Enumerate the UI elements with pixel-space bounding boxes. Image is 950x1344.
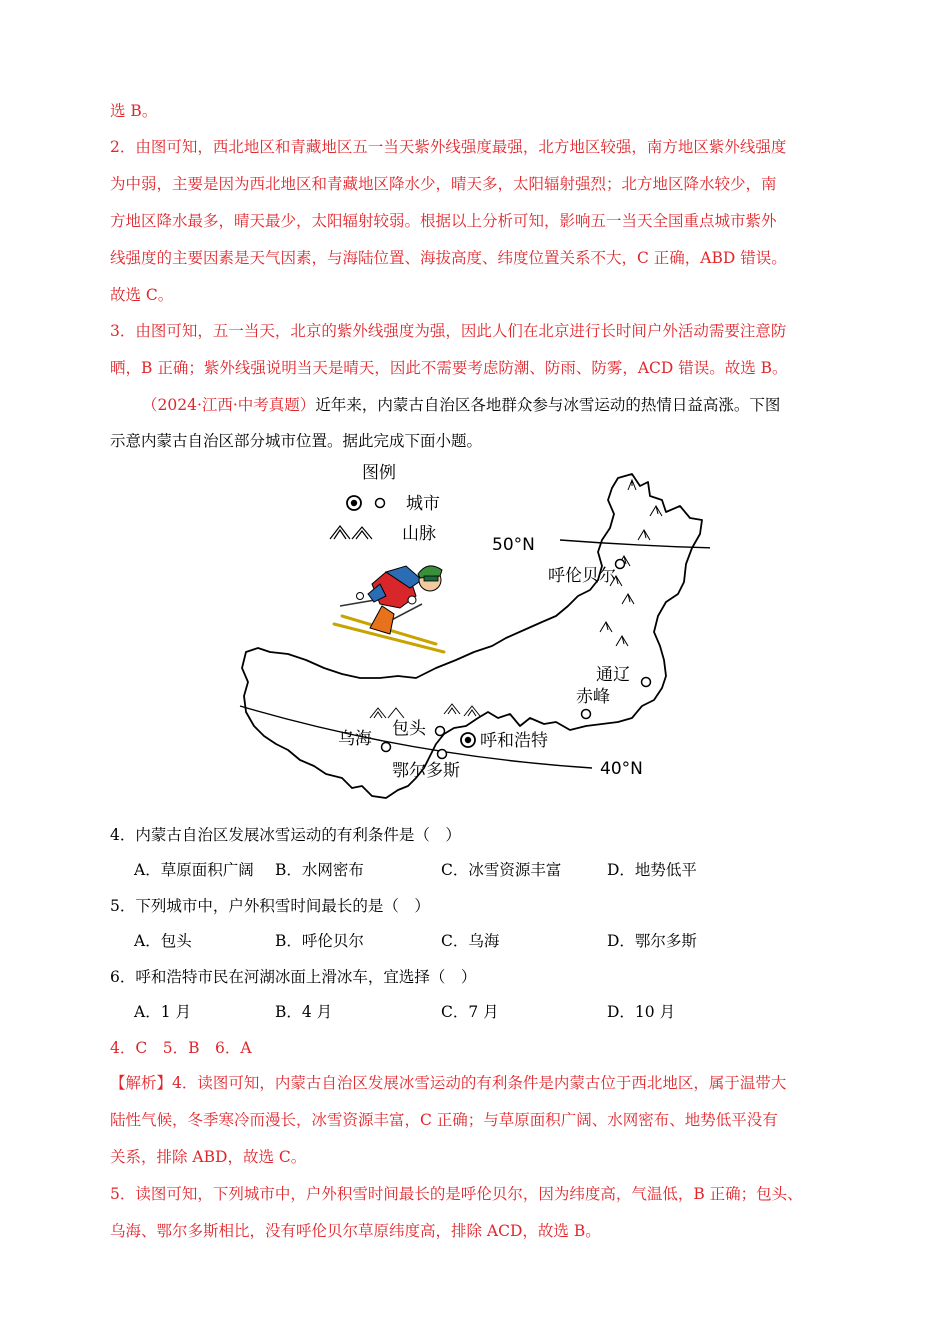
city-marker-ordos	[438, 750, 447, 759]
q5-option-b[interactable]: B．呼伦贝尔	[275, 932, 364, 950]
city-marker-chifeng	[582, 710, 591, 719]
q4-option-b[interactable]: B．水网密布	[275, 861, 364, 879]
skier-illustration	[334, 566, 444, 652]
q6-option-c[interactable]: C．7 月	[441, 1003, 499, 1021]
question-source: （2024·江西·中考真题）	[142, 396, 316, 414]
q5-option-d[interactable]: D．鄂尔多斯	[607, 932, 697, 950]
city-label-baotou: 包头	[392, 719, 426, 739]
city-label-ordos: 鄂尔多斯	[392, 761, 460, 781]
city-label-hohhot: 呼和浩特	[480, 731, 548, 751]
legend-mountain-label: 山脉	[402, 524, 436, 544]
intro-text: 近年来，内蒙古自治区各地群众参与冰雪运动的热情日益高涨。下图	[315, 396, 781, 414]
mountain-range-yinshan	[370, 704, 480, 718]
city-marker-wuhai	[382, 743, 391, 752]
city-label-tongliao: 通辽	[596, 665, 630, 685]
city-marker-tongliao	[642, 678, 651, 687]
q6-option-b[interactable]: B．4 月	[275, 1003, 333, 1021]
city-marker-hulunbuir	[616, 560, 625, 569]
question-4-stem: 4．内蒙古自治区发展冰雪运动的有利条件是（ ）	[110, 826, 461, 844]
q4-analysis-line: 陆性气候，冬季寒冷而漫长，冰雪资源丰富，C 正确；与草原面积广阔、水网密布、地势低平没有	[110, 1111, 778, 1129]
inner-mongolia-outline	[242, 474, 702, 798]
latitude-40-label: 40°N	[600, 759, 643, 779]
latitude-50-line	[560, 540, 710, 548]
q2-analysis-line: 线强度的主要因素是天气因素，与海陆位置、海拔高度、纬度位置关系不大，C 正确，ABD 错误。	[110, 249, 787, 267]
q5-option-c[interactable]: C．乌海	[441, 932, 500, 950]
q4-option-a[interactable]: A．草原面积广阔	[134, 861, 254, 879]
intro-text-cont: 示意内蒙古自治区部分城市位置。据此完成下面小题。	[110, 432, 483, 450]
legend-city-symbol	[347, 496, 385, 510]
q5-analysis-line: 乌海、鄂尔多斯相比，没有呼伦贝尔草原纬度高，排除 ACD，故选 B。	[110, 1222, 601, 1240]
latitude-50-label: 50°N	[492, 535, 535, 555]
q3-analysis-line: 3．由图可知，五一当天，北京的紫外线强度为强，因此人们在北京进行长时间户外活动需要注意防	[110, 322, 787, 340]
q4-option-c[interactable]: C．冰雪资源丰富	[441, 861, 562, 879]
intro-paragraph	[142, 395, 780, 415]
q2-analysis-line: 为中弱，主要是因为西北地区和青藏地区降水少，晴天多，太阳辐射强烈；北方地区降水较少，南	[110, 175, 777, 193]
answer-key: 4．C 5．B 6．A	[110, 1039, 252, 1057]
legend-title: 图例	[362, 463, 396, 483]
q5-analysis-line: 5．读图可知，下列城市中，户外积雪时间最长的是呼伦贝尔，因为纬度高，气温低，B 正确；包头、	[110, 1185, 803, 1203]
city-label-hulunbuir: 呼伦贝尔	[548, 566, 616, 586]
q4-analysis-line: 【解析】4．读图可知，内蒙古自治区发展冰雪运动的有利条件是内蒙古位于西北地区，属于温带大	[110, 1074, 787, 1092]
city-marker-hohhot	[461, 733, 475, 747]
inner-mongolia-map	[230, 456, 710, 806]
prev-answer-tail: 选 B。	[110, 102, 158, 120]
legend-city-label: 城市	[406, 494, 440, 514]
q4-analysis-line: 关系，排除 ABD，故选 C。	[110, 1148, 307, 1166]
q2-analysis-line: 故选 C。	[110, 286, 174, 304]
city-marker-baotou	[436, 727, 445, 736]
q6-option-a[interactable]: A．1 月	[134, 1003, 191, 1021]
q5-option-a[interactable]: A．包头	[134, 932, 192, 950]
question-5-stem: 5．下列城市中，户外积雪时间最长的是（ ）	[110, 897, 430, 915]
q6-option-d[interactable]: D．10 月	[607, 1003, 676, 1021]
q2-analysis-line: 方地区降水最多，晴天最少，太阳辐射较弱。根据以上分析可知，影响五一当天全国重点城市紫外	[110, 212, 777, 230]
question-6-stem: 6．呼和浩特市民在河湖冰面上滑冰车，宜选择（ ）	[110, 968, 477, 986]
q2-analysis-line: 2．由图可知，西北地区和青藏地区五一当天紫外线强度最强，北方地区较强，南方地区紫外线强度	[110, 138, 787, 156]
q4-option-d[interactable]: D．地势低平	[607, 861, 697, 879]
city-label-chifeng: 赤峰	[576, 687, 610, 707]
q3-analysis-line: 晒，B 正确；紫外线强说明当天是晴天，因此不需要考虑防潮、防雨、防雾，ACD 错误。故选 B。	[110, 359, 788, 377]
legend-mountain-icon	[330, 526, 372, 539]
city-label-wuhai: 乌海	[338, 729, 372, 749]
